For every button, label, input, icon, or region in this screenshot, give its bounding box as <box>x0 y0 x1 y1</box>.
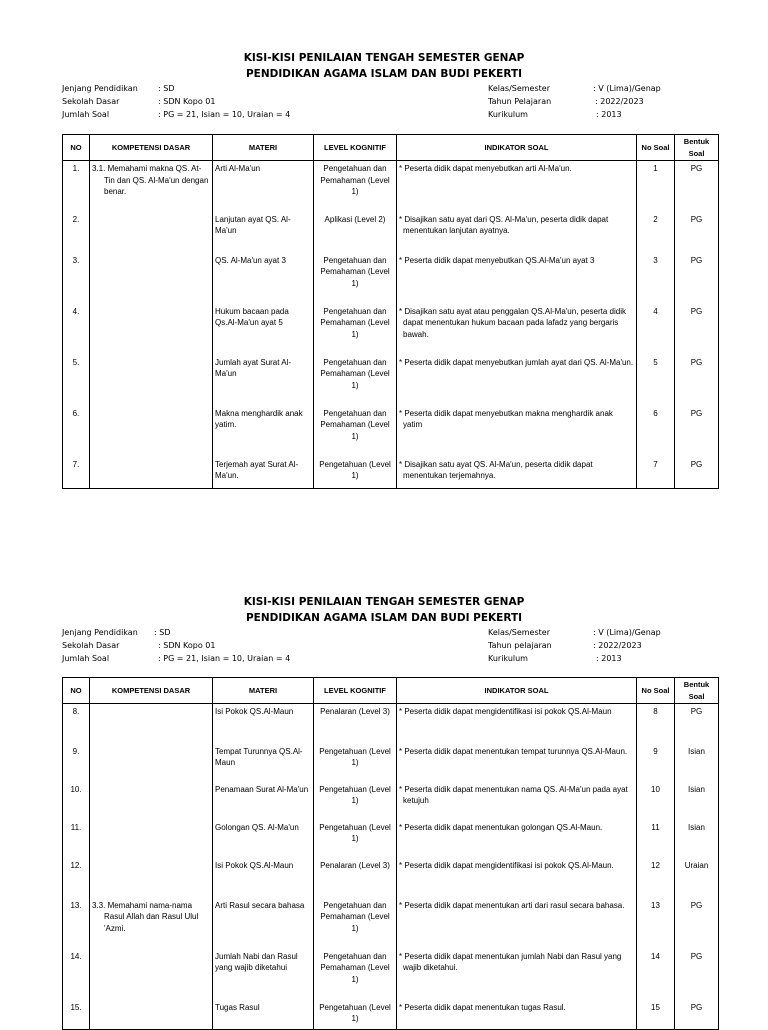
meta-tahun: Tahun Pelajaran : 2022/2023 <box>488 97 644 106</box>
table-row <box>63 782 719 820</box>
cell-level: Pengetahuan (Level 1) <box>314 457 397 489</box>
table-header-row <box>63 135 719 161</box>
cell-no: 7. <box>63 457 90 489</box>
cell-bentuk: PG <box>675 457 719 489</box>
cell-kompetensi <box>90 406 213 457</box>
table-row <box>63 355 719 406</box>
cell-kompetensi <box>90 212 213 253</box>
col-header-level: LEVEL KOGNITIF <box>314 678 397 704</box>
cell-no: 5. <box>63 355 90 406</box>
table-row <box>63 949 719 1000</box>
cell-bentuk: PG <box>675 304 719 355</box>
cell-kompetensi <box>90 304 213 355</box>
cell-no: 8. <box>63 704 90 744</box>
table-row <box>63 704 719 744</box>
document-subtitle: PENDIDIKAN AGAMA ISLAM DAN BUDI PEKERTI <box>245 68 523 80</box>
document-subtitle: PENDIDIKAN AGAMA ISLAM DAN BUDI PEKERTI <box>245 612 523 624</box>
cell-no-soal: 13 <box>637 898 675 949</box>
cell-indikator: * Peserta didik dapat mengidentifikasi isi pokok QS.Al-Maun. <box>397 858 637 898</box>
cell-indikator: * Peserta didik dapat mengidentifikasi isi pokok QS.Al-Maun <box>397 704 637 744</box>
cell-no: 13. <box>63 898 90 949</box>
cell-no: 12. <box>63 858 90 898</box>
meta-sekolah: Sekolah Dasar : SDN Kopo 01 <box>62 641 216 650</box>
cell-kompetensi: 3.3. Memahami nama-nama Rasul Allah dan Rasul Ulul 'Azmi. <box>90 898 213 949</box>
cell-no-soal: 11 <box>637 820 675 858</box>
cell-level: Pengetahuan dan Pemahaman (Level 1) <box>314 949 397 1000</box>
meta-right <box>488 82 748 121</box>
cell-indikator: * Peserta didik dapat menentukan tempat turunnya QS.Al-Maun. <box>397 744 637 782</box>
cell-no-soal: 6 <box>637 406 675 457</box>
cell-kompetensi <box>90 820 213 858</box>
meta-jumlah-soal: Jumlah Soal : PG = 21, Isian = 10, Uraian = 4 <box>62 654 291 663</box>
document-title: KISI-KISI PENILAIAN TENGAH SEMESTER GENAP <box>243 52 525 64</box>
cell-kompetensi <box>90 1000 213 1030</box>
cell-no: 10. <box>63 782 90 820</box>
cell-bentuk: PG <box>675 406 719 457</box>
cell-bentuk: PG <box>675 1000 719 1030</box>
cell-indikator: * Disajikan satu ayat QS. Al-Ma'un, peserta didik dapat menentukan terjemahnya. <box>397 457 637 489</box>
cell-no: 4. <box>63 304 90 355</box>
cell-level: Pengetahuan dan Pemahaman (Level 1) <box>314 161 397 212</box>
cell-no-soal: 10 <box>637 782 675 820</box>
col-header-indikator: INDIKATOR SOAL <box>397 678 637 704</box>
cell-no: 9. <box>63 744 90 782</box>
cell-materi: Penamaan Surat Al-Ma'un <box>213 782 314 820</box>
cell-bentuk: PG <box>675 161 719 212</box>
cell-level: Pengetahuan dan Pemahaman (Level 1) <box>314 406 397 457</box>
kisi-kisi-table-page-2 <box>62 677 719 1030</box>
cell-indikator: * Peserta didik dapat menyebutkan QS.Al-Ma'un ayat 3 <box>397 253 637 304</box>
table-header-row <box>63 678 719 704</box>
cell-indikator: * Peserta didik dapat menyebutkan jumlah ayat dari QS. Al-Ma'un. <box>397 355 637 406</box>
col-header-kompetensi: KOMPETENSI DASAR <box>90 135 213 161</box>
cell-level: Pengetahuan dan Pemahaman (Level 1) <box>314 355 397 406</box>
cell-bentuk: Uraian <box>675 858 719 898</box>
document-title: KISI-KISI PENILAIAN TENGAH SEMESTER GENAP <box>243 596 525 608</box>
cell-no: 3. <box>63 253 90 304</box>
cell-kompetensi <box>90 457 213 489</box>
cell-bentuk: PG <box>675 898 719 949</box>
col-header-no: NO <box>63 135 90 161</box>
cell-materi: Lanjutan ayat QS. Al-Ma'un <box>213 212 314 253</box>
cell-kompetensi <box>90 782 213 820</box>
kisi-kisi-table-page-1 <box>62 134 719 489</box>
cell-level: Pengetahuan (Level 1) <box>314 820 397 858</box>
col-header-no-soal: No Soal <box>637 135 675 161</box>
cell-bentuk: PG <box>675 212 719 253</box>
cell-kompetensi <box>90 253 213 304</box>
cell-materi: Tempat Turunnya QS.Al-Maun <box>213 744 314 782</box>
cell-indikator: * Peserta didik dapat menentukan nama QS. Al-Ma'un pada ayat ketujuh <box>397 782 637 820</box>
cell-level: Pengetahuan (Level 1) <box>314 744 397 782</box>
cell-no-soal: 5 <box>637 355 675 406</box>
table-row <box>63 1000 719 1030</box>
col-header-level: LEVEL KOGNITIF <box>314 135 397 161</box>
cell-no-soal: 9 <box>637 744 675 782</box>
cell-no: 1. <box>63 161 90 212</box>
meta-right <box>488 626 748 665</box>
cell-no-soal: 14 <box>637 949 675 1000</box>
cell-level: Pengetahuan dan Pemahaman (Level 1) <box>314 898 397 949</box>
meta-tahun: Tahun pelajaran : 2022/2023 <box>488 641 642 650</box>
cell-indikator: * Peserta didik dapat menyebutkan makna menghardik anak yatim <box>397 406 637 457</box>
cell-level: Penalaran (Level 3) <box>314 704 397 744</box>
cell-materi: Terjemah ayat Surat Al-Ma'un. <box>213 457 314 489</box>
cell-level: Pengetahuan dan Pemahaman (Level 1) <box>314 253 397 304</box>
meta-left <box>62 626 462 665</box>
table-row <box>63 457 719 489</box>
col-header-materi: MATERI <box>213 135 314 161</box>
col-header-no-soal: No Soal <box>637 678 675 704</box>
cell-indikator: * Disajikan satu ayat dari QS. Al-Ma'un, peserta didik dapat menentukan lanjutan ayatnya. <box>397 212 637 253</box>
col-header-kompetensi: KOMPETENSI DASAR <box>90 678 213 704</box>
page-1 <box>0 0 768 512</box>
meta-jenjang: Jenjang Pendidikan : SD <box>62 628 171 637</box>
col-header-bentuk: Bentuk Soal <box>675 135 719 161</box>
table-row <box>63 212 719 253</box>
cell-kompetensi <box>90 949 213 1000</box>
table-row <box>63 744 719 782</box>
cell-no-soal: 1 <box>637 161 675 212</box>
cell-level: Pengetahuan (Level 1) <box>314 1000 397 1030</box>
cell-materi: QS. Al-Ma'un ayat 3 <box>213 253 314 304</box>
cell-level: Aplikasi (Level 2) <box>314 212 397 253</box>
col-header-bentuk: Bentuk Soal <box>675 678 719 704</box>
meta-jenjang: Jenjang Pendidikan : SD <box>62 84 175 93</box>
col-header-materi: MATERI <box>213 678 314 704</box>
cell-no: 14. <box>63 949 90 1000</box>
cell-indikator: * Peserta didik dapat menentukan tugas Rasul. <box>397 1000 637 1030</box>
cell-no-soal: 4 <box>637 304 675 355</box>
cell-materi: Arti Al-Ma'un <box>213 161 314 212</box>
cell-bentuk: Isian <box>675 782 719 820</box>
cell-indikator: * Peserta didik dapat menyebutkan arti Al-Ma'un. <box>397 161 637 212</box>
cell-level: Pengetahuan dan Pemahaman (Level 1) <box>314 304 397 355</box>
cell-bentuk: PG <box>675 704 719 744</box>
page-2 <box>0 544 768 1024</box>
table-row <box>63 253 719 304</box>
cell-materi: Tugas Rasul <box>213 1000 314 1030</box>
meta-kurikulum: Kurikulum : 2013 <box>488 110 622 119</box>
table-row <box>63 898 719 949</box>
cell-materi: Isi Pokok QS.Al-Maun <box>213 704 314 744</box>
cell-materi: Jumlah Nabi dan Rasul yang wajib diketahui <box>213 949 314 1000</box>
col-header-no: NO <box>63 678 90 704</box>
cell-kompetensi: 3.1. Memahami makna QS. At-Tin dan QS. Al-Ma'un dengan benar. <box>90 161 213 212</box>
cell-no-soal: 12 <box>637 858 675 898</box>
meta-jumlah-soal: Jumlah Soal : PG = 21, Isian = 10, Uraian = 4 <box>62 110 291 119</box>
cell-indikator: * Disajikan satu ayat atau penggalan QS.Al-Ma'un, peserta didik dapat menentukan hukum bacaan pada lafadz yang bergaris bawah. <box>397 304 637 355</box>
cell-bentuk: Isian <box>675 820 719 858</box>
cell-kompetensi <box>90 744 213 782</box>
cell-no-soal: 15 <box>637 1000 675 1030</box>
cell-bentuk: PG <box>675 253 719 304</box>
meta-kurikulum: Kurikulum : 2013 <box>488 654 622 663</box>
cell-materi: Isi Pokok QS.Al-Maun <box>213 858 314 898</box>
meta-sekolah: Sekolah Dasar : SDN Kopo 01 <box>62 97 216 106</box>
cell-level: Penalaran (Level 3) <box>314 858 397 898</box>
meta-kelas: Kelas/Semester : V (Lima)/Genap <box>488 84 661 93</box>
cell-indikator: * Peserta didik dapat menentukan arti dari rasul secara bahasa. <box>397 898 637 949</box>
cell-level: Pengetahuan (Level 1) <box>314 782 397 820</box>
table-row <box>63 820 719 858</box>
cell-no: 6. <box>63 406 90 457</box>
cell-no-soal: 8 <box>637 704 675 744</box>
cell-materi: Arti Rasul secara bahasa <box>213 898 314 949</box>
cell-materi: Hukum bacaan pada Qs.Al-Ma'un ayat 5 <box>213 304 314 355</box>
meta-kelas: Kelas/Semester : V (Lima)/Genap <box>488 628 661 637</box>
cell-no: 15. <box>63 1000 90 1030</box>
table-row <box>63 161 719 212</box>
cell-kompetensi <box>90 355 213 406</box>
cell-materi: Jumlah ayat Surat Al-Ma'un <box>213 355 314 406</box>
cell-indikator: * Peserta didik dapat menentukan jumlah Nabi dan Rasul yang wajib diketahui. <box>397 949 637 1000</box>
cell-bentuk: PG <box>675 949 719 1000</box>
cell-no: 11. <box>63 820 90 858</box>
cell-kompetensi <box>90 704 213 744</box>
table-row <box>63 858 719 898</box>
cell-bentuk: Isian <box>675 744 719 782</box>
cell-materi: Golongan QS. Al-Ma'un <box>213 820 314 858</box>
cell-materi: Makna menghardik anak yatim. <box>213 406 314 457</box>
cell-kompetensi <box>90 858 213 898</box>
cell-no-soal: 3 <box>637 253 675 304</box>
meta-left <box>62 82 462 121</box>
col-header-indikator: INDIKATOR SOAL <box>397 135 637 161</box>
cell-no-soal: 2 <box>637 212 675 253</box>
table-row <box>63 406 719 457</box>
cell-bentuk: PG <box>675 355 719 406</box>
cell-no: 2. <box>63 212 90 253</box>
cell-indikator: * Peserta didik dapat menentukan golongan QS.Al-Maun. <box>397 820 637 858</box>
table-row <box>63 304 719 355</box>
cell-no-soal: 7 <box>637 457 675 489</box>
